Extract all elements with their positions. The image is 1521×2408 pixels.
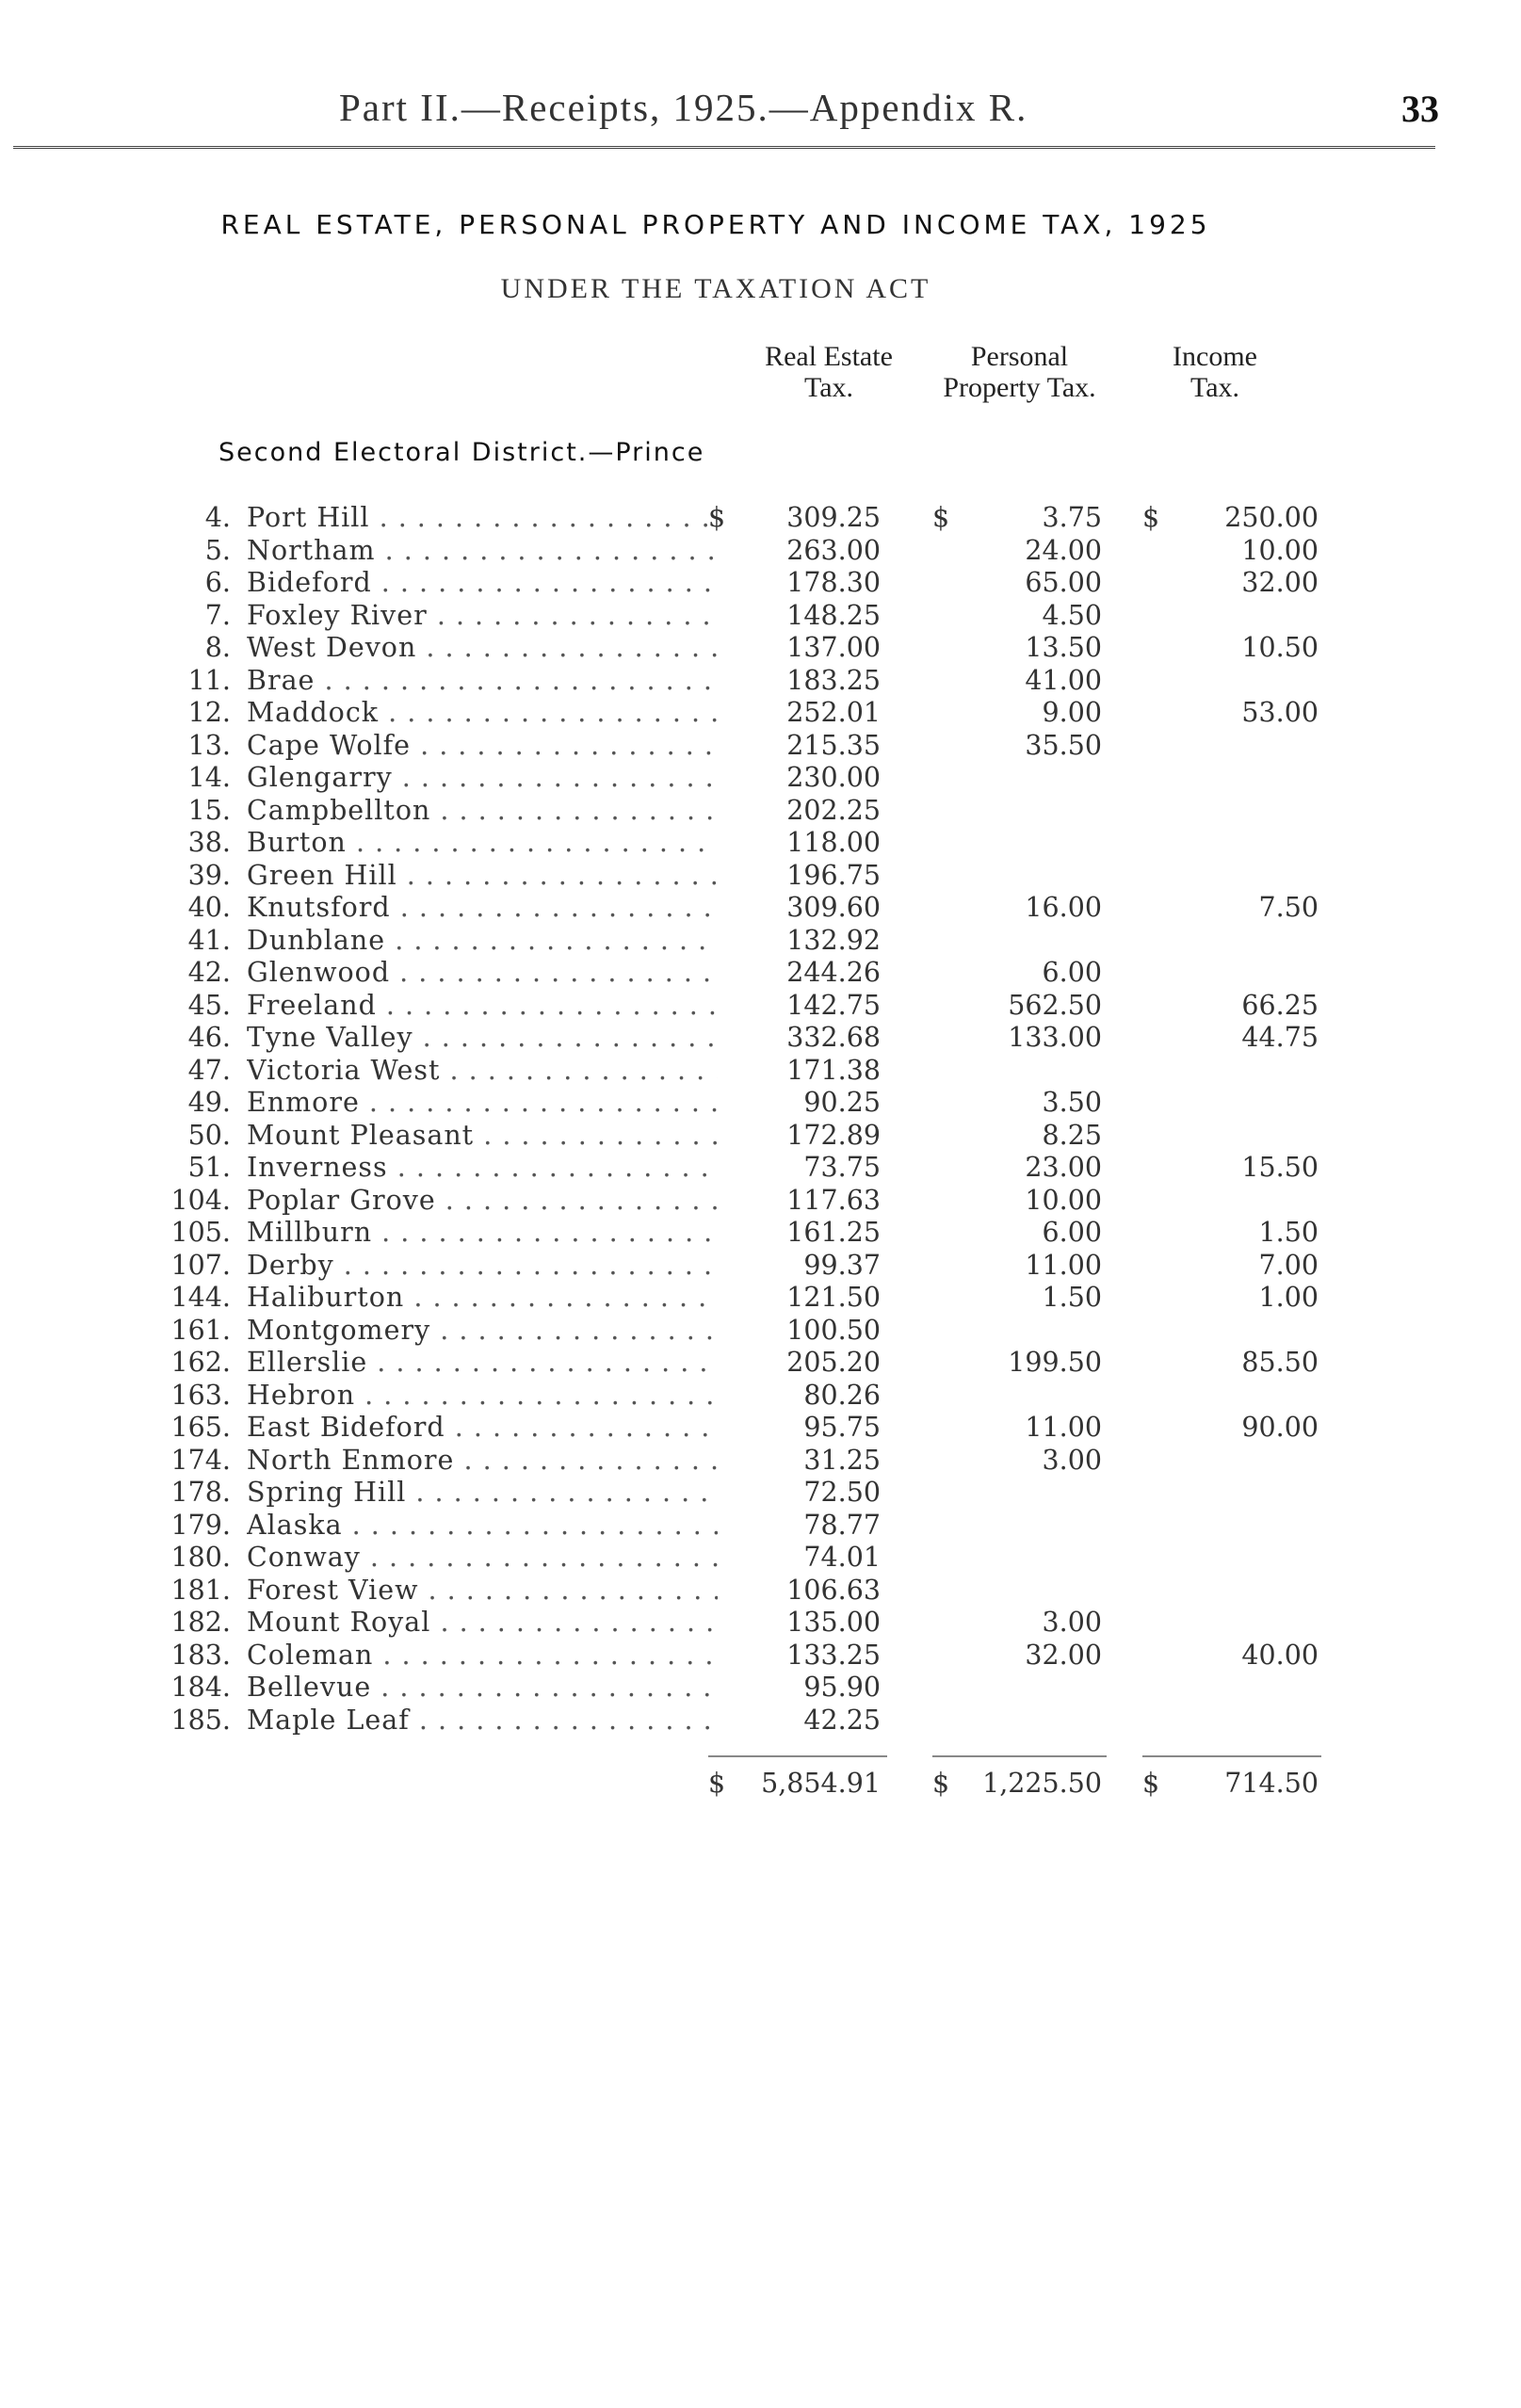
locality-name: Haliburton . . . bbox=[247, 1282, 718, 1315]
row-number: 42. bbox=[187, 957, 231, 988]
income-tax: 53.00 bbox=[1241, 697, 1319, 728]
row-number: 163. bbox=[170, 1379, 231, 1411]
table-row bbox=[0, 827, 1432, 860]
real-estate-tax: 263.00 bbox=[786, 534, 881, 566]
real-estate-tax: 215.35 bbox=[786, 729, 881, 761]
real-estate-tax: 183.25 bbox=[786, 664, 881, 696]
table-row bbox=[0, 1542, 1432, 1575]
personal-property-tax: 199.50 bbox=[1008, 1347, 1102, 1378]
row-number: 40. bbox=[187, 892, 231, 923]
table-row bbox=[0, 925, 1432, 958]
locality-name: Hebron . . . bbox=[247, 1380, 718, 1413]
row-number: 4. bbox=[204, 502, 231, 533]
real-estate-tax: 95.90 bbox=[803, 1672, 881, 1703]
personal-property-tax: 65.00 bbox=[1025, 567, 1102, 598]
table-row bbox=[0, 1250, 1432, 1283]
real-estate-tax: 230.00 bbox=[786, 762, 881, 793]
income-total: 714.50 bbox=[1224, 1768, 1319, 1799]
locality-name: Glenwood . . . bbox=[247, 957, 718, 990]
income-tax: 32.00 bbox=[1241, 567, 1319, 598]
table-row bbox=[0, 1022, 1432, 1055]
real-estate-tax: 309.60 bbox=[786, 892, 881, 923]
locality-name: Derby . . . bbox=[247, 1250, 718, 1283]
real-estate-tax: 178.30 bbox=[786, 567, 881, 598]
real-estate-tax: 100.50 bbox=[786, 1314, 881, 1346]
column-header-income bbox=[1121, 341, 1309, 403]
total-rule bbox=[708, 1755, 887, 1757]
real-estate-tax: 202.25 bbox=[786, 794, 881, 826]
real-estate-tax: 135.00 bbox=[786, 1607, 881, 1638]
locality-name: Mount Pleasant . . . bbox=[247, 1120, 718, 1153]
real-estate-tax: 80.26 bbox=[803, 1379, 881, 1411]
personal-property-tax: 3.75 bbox=[1042, 502, 1102, 533]
real-estate-total: 5,854.91 bbox=[761, 1768, 881, 1799]
personal-property-tax: 24.00 bbox=[1025, 534, 1102, 566]
locality-name: Enmore . . . bbox=[247, 1087, 718, 1120]
row-number: 174. bbox=[170, 1444, 231, 1476]
personal-property-total: 1,225.50 bbox=[982, 1768, 1102, 1799]
locality-name: Alaska . . . bbox=[247, 1510, 718, 1543]
real-estate-tax: 74.01 bbox=[803, 1542, 881, 1573]
locality-name: Knutsford . . . bbox=[247, 892, 718, 925]
locality-name: West Devon . . . bbox=[247, 632, 718, 665]
dollar-sign: $ bbox=[1142, 1768, 1160, 1799]
personal-property-tax: 4.50 bbox=[1042, 599, 1102, 631]
table-row bbox=[0, 1380, 1432, 1413]
real-estate-tax: 90.25 bbox=[803, 1087, 881, 1118]
row-number: 46. bbox=[187, 1022, 231, 1053]
personal-property-tax: 13.50 bbox=[1025, 632, 1102, 663]
table-row bbox=[0, 795, 1432, 828]
table-row bbox=[0, 1217, 1432, 1250]
locality-name: Glengarry . . . bbox=[247, 762, 718, 795]
table-row bbox=[0, 730, 1432, 763]
table-row bbox=[0, 1055, 1432, 1088]
locality-name: Brae . . . bbox=[247, 665, 718, 698]
row-number: 12. bbox=[187, 697, 231, 728]
row-number: 8. bbox=[204, 632, 231, 663]
table-row bbox=[0, 1705, 1432, 1737]
row-number: 7. bbox=[204, 599, 231, 631]
column-header-line: Property Tax. bbox=[943, 372, 1096, 403]
row-number: 104. bbox=[170, 1184, 231, 1216]
row-number: 165. bbox=[170, 1412, 231, 1443]
table-row bbox=[0, 600, 1432, 633]
locality-name: East Bideford . . . bbox=[247, 1412, 718, 1445]
personal-property-tax: 9.00 bbox=[1042, 697, 1102, 728]
personal-property-tax: 3.50 bbox=[1042, 1087, 1102, 1118]
locality-name: Cape Wolfe . . . bbox=[247, 730, 718, 763]
income-tax: 1.50 bbox=[1258, 1217, 1319, 1248]
real-estate-tax: 42.25 bbox=[803, 1704, 881, 1736]
row-number: 6. bbox=[204, 567, 231, 598]
locality-name: Green Hill . . . bbox=[247, 860, 718, 893]
dollar-sign: $ bbox=[932, 502, 950, 533]
personal-property-tax: 23.00 bbox=[1025, 1152, 1102, 1183]
row-number: 49. bbox=[187, 1087, 231, 1118]
table-row bbox=[0, 1282, 1432, 1315]
locality-name: Campbellton . . . bbox=[247, 795, 718, 828]
real-estate-tax: 73.75 bbox=[803, 1152, 881, 1183]
table-row bbox=[0, 990, 1432, 1023]
real-estate-tax: 121.50 bbox=[786, 1282, 881, 1313]
locality-name: Mount Royal . . . bbox=[247, 1607, 718, 1640]
table-row bbox=[0, 762, 1432, 795]
locality-name: Dunblane . . . bbox=[247, 925, 718, 958]
personal-property-tax: 10.00 bbox=[1025, 1184, 1102, 1216]
personal-property-tax: 6.00 bbox=[1042, 1217, 1102, 1248]
locality-name: Ellerslie . . . bbox=[247, 1347, 718, 1380]
personal-property-tax: 3.00 bbox=[1042, 1444, 1102, 1476]
personal-property-tax: 11.00 bbox=[1025, 1249, 1102, 1281]
personal-property-tax: 133.00 bbox=[1008, 1022, 1102, 1053]
personal-property-tax: 8.25 bbox=[1042, 1119, 1102, 1151]
row-number: 41. bbox=[187, 924, 231, 956]
header-rule bbox=[13, 146, 1435, 149]
row-number: 39. bbox=[187, 859, 231, 891]
row-number: 50. bbox=[187, 1119, 231, 1151]
totals-row bbox=[0, 1768, 1432, 1801]
row-number: 105. bbox=[170, 1217, 231, 1248]
locality-name: Victoria West . . . bbox=[247, 1055, 718, 1088]
row-number: 182. bbox=[170, 1607, 231, 1638]
column-header-personal-property bbox=[899, 341, 1140, 403]
income-tax: 44.75 bbox=[1241, 1022, 1319, 1053]
table-row bbox=[0, 1575, 1432, 1608]
locality-name: Bellevue . . . bbox=[247, 1672, 718, 1705]
locality-name: Spring Hill . . . bbox=[247, 1477, 718, 1510]
real-estate-tax: 172.89 bbox=[786, 1119, 881, 1151]
real-estate-tax: 106.63 bbox=[786, 1574, 881, 1606]
column-header-line: Tax. bbox=[1189, 372, 1240, 403]
table-row bbox=[0, 957, 1432, 990]
column-header-line: Personal bbox=[970, 341, 1069, 372]
real-estate-tax: 72.50 bbox=[803, 1477, 881, 1508]
locality-name: Burton . . . bbox=[247, 827, 718, 860]
real-estate-tax: 99.37 bbox=[803, 1249, 881, 1281]
locality-name: Coleman . . . bbox=[247, 1640, 718, 1673]
row-number: 144. bbox=[170, 1282, 231, 1313]
real-estate-tax: 309.25 bbox=[786, 502, 881, 533]
real-estate-tax: 132.92 bbox=[786, 924, 881, 956]
real-estate-tax: 117.63 bbox=[786, 1184, 881, 1216]
locality-name: Maple Leaf . . . bbox=[247, 1705, 718, 1737]
personal-property-tax: 562.50 bbox=[1008, 989, 1102, 1021]
column-header-line: Real Estate bbox=[765, 341, 893, 372]
row-number: 11. bbox=[187, 664, 231, 696]
real-estate-tax: 137.00 bbox=[786, 632, 881, 663]
total-rule bbox=[932, 1755, 1107, 1757]
table-row bbox=[0, 1412, 1432, 1445]
personal-property-tax: 1.50 bbox=[1042, 1282, 1102, 1313]
total-rule bbox=[1142, 1755, 1321, 1757]
table-row bbox=[0, 1672, 1432, 1705]
row-number: 178. bbox=[170, 1477, 231, 1508]
locality-name: Freeland . . . bbox=[247, 990, 718, 1023]
locality-name: Maddock . . . bbox=[247, 697, 718, 730]
column-header-line: Tax. bbox=[803, 372, 854, 403]
locality-name: Montgomery . . . bbox=[247, 1315, 718, 1348]
table-row bbox=[0, 567, 1432, 600]
locality-name: Bideford . . . bbox=[247, 567, 718, 600]
table-row bbox=[0, 665, 1432, 698]
income-tax: 250.00 bbox=[1224, 502, 1319, 533]
table-row bbox=[0, 1087, 1432, 1120]
real-estate-tax: 244.26 bbox=[786, 957, 881, 988]
table-row-total bbox=[0, 1768, 1432, 1801]
table-row bbox=[0, 1640, 1432, 1673]
table-subtitle: UNDER THE TAXATION ACT bbox=[500, 273, 931, 304]
real-estate-tax: 196.75 bbox=[786, 859, 881, 891]
real-estate-tax: 252.01 bbox=[786, 697, 881, 728]
personal-property-tax: 16.00 bbox=[1025, 892, 1102, 923]
dollar-sign: $ bbox=[708, 1768, 726, 1799]
table-row bbox=[0, 1347, 1432, 1380]
personal-property-tax: 41.00 bbox=[1025, 664, 1102, 696]
income-tax: 15.50 bbox=[1241, 1152, 1319, 1183]
locality-name: Northam . . . bbox=[247, 535, 718, 568]
locality-name: Millburn . . . bbox=[247, 1217, 718, 1250]
personal-property-tax: 3.00 bbox=[1042, 1607, 1102, 1638]
locality-name: Conway . . . bbox=[247, 1542, 718, 1575]
table-title: REAL ESTATE, PERSONAL PROPERTY AND INCOME TAX, 1925 bbox=[220, 209, 1211, 240]
table-row bbox=[0, 1445, 1432, 1478]
table-row bbox=[0, 1607, 1432, 1640]
table-row bbox=[0, 502, 1432, 535]
column-header-line: Income bbox=[1173, 341, 1257, 372]
dollar-sign: $ bbox=[1142, 502, 1160, 533]
real-estate-tax: 142.75 bbox=[786, 989, 881, 1021]
row-number: 45. bbox=[187, 989, 231, 1021]
locality-name: Forest View . . . bbox=[247, 1575, 718, 1608]
real-estate-tax: 332.68 bbox=[786, 1022, 881, 1053]
income-tax: 10.00 bbox=[1241, 534, 1319, 566]
locality-name: Inverness . . . bbox=[247, 1152, 718, 1185]
table-row bbox=[0, 1477, 1432, 1510]
real-estate-tax: 161.25 bbox=[786, 1217, 881, 1248]
row-number: 162. bbox=[170, 1347, 231, 1378]
income-tax: 7.50 bbox=[1258, 892, 1319, 923]
income-tax: 1.00 bbox=[1258, 1282, 1319, 1313]
row-number: 5. bbox=[204, 534, 231, 566]
locality-name: Port Hill . . . bbox=[247, 502, 718, 535]
personal-property-tax: 32.00 bbox=[1025, 1639, 1102, 1671]
income-tax: 90.00 bbox=[1241, 1412, 1319, 1443]
row-number: 14. bbox=[187, 762, 231, 793]
row-number: 181. bbox=[170, 1574, 231, 1606]
row-number: 13. bbox=[187, 729, 231, 761]
table-row bbox=[0, 697, 1432, 730]
income-tax: 7.00 bbox=[1258, 1249, 1319, 1281]
row-number: 179. bbox=[170, 1509, 231, 1541]
locality-name: Tyne Valley . . . bbox=[247, 1022, 718, 1055]
personal-property-tax: 6.00 bbox=[1042, 957, 1102, 988]
table-row bbox=[0, 1185, 1432, 1218]
row-number: 38. bbox=[187, 827, 231, 858]
real-estate-tax: 78.77 bbox=[803, 1509, 881, 1541]
table-row bbox=[0, 1510, 1432, 1543]
income-tax: 10.50 bbox=[1241, 632, 1319, 663]
real-estate-tax: 171.38 bbox=[786, 1054, 881, 1086]
locality-name: North Enmore . . . bbox=[247, 1445, 718, 1478]
income-tax: 85.50 bbox=[1241, 1347, 1319, 1378]
real-estate-tax: 133.25 bbox=[786, 1639, 881, 1671]
table-row bbox=[0, 1120, 1432, 1153]
income-tax: 66.25 bbox=[1241, 989, 1319, 1021]
locality-name: Poplar Grove . . . bbox=[247, 1185, 718, 1218]
row-number: 51. bbox=[187, 1152, 231, 1183]
row-number: 15. bbox=[187, 794, 231, 826]
row-number: 183. bbox=[170, 1639, 231, 1671]
table-row bbox=[0, 892, 1432, 925]
district-heading: Second Electoral District.—Prince bbox=[218, 438, 705, 467]
real-estate-tax: 148.25 bbox=[786, 599, 881, 631]
row-number: 185. bbox=[170, 1704, 231, 1736]
income-tax: 40.00 bbox=[1241, 1639, 1319, 1671]
dollar-sign: $ bbox=[708, 502, 726, 533]
page-number: 33 bbox=[1401, 88, 1439, 130]
row-number: 180. bbox=[170, 1542, 231, 1573]
table-row bbox=[0, 535, 1432, 568]
real-estate-tax: 205.20 bbox=[786, 1347, 881, 1378]
running-header: Part II.—Receipts, 1925.—Appendix R. bbox=[339, 86, 1028, 129]
table-row bbox=[0, 860, 1432, 893]
locality-name: Foxley River . . . bbox=[247, 600, 718, 633]
row-number: 47. bbox=[187, 1054, 231, 1086]
real-estate-tax: 118.00 bbox=[786, 827, 881, 858]
personal-property-tax: 35.50 bbox=[1025, 729, 1102, 761]
row-number: 107. bbox=[170, 1249, 231, 1281]
row-number: 184. bbox=[170, 1672, 231, 1703]
row-number: 161. bbox=[170, 1314, 231, 1346]
real-estate-tax: 95.75 bbox=[803, 1412, 881, 1443]
personal-property-tax: 11.00 bbox=[1025, 1412, 1102, 1443]
tax-table bbox=[0, 502, 1432, 1737]
table-row bbox=[0, 1152, 1432, 1185]
table-row bbox=[0, 632, 1432, 665]
table-row bbox=[0, 1315, 1432, 1348]
real-estate-tax: 31.25 bbox=[803, 1444, 881, 1476]
dollar-sign: $ bbox=[932, 1768, 950, 1799]
